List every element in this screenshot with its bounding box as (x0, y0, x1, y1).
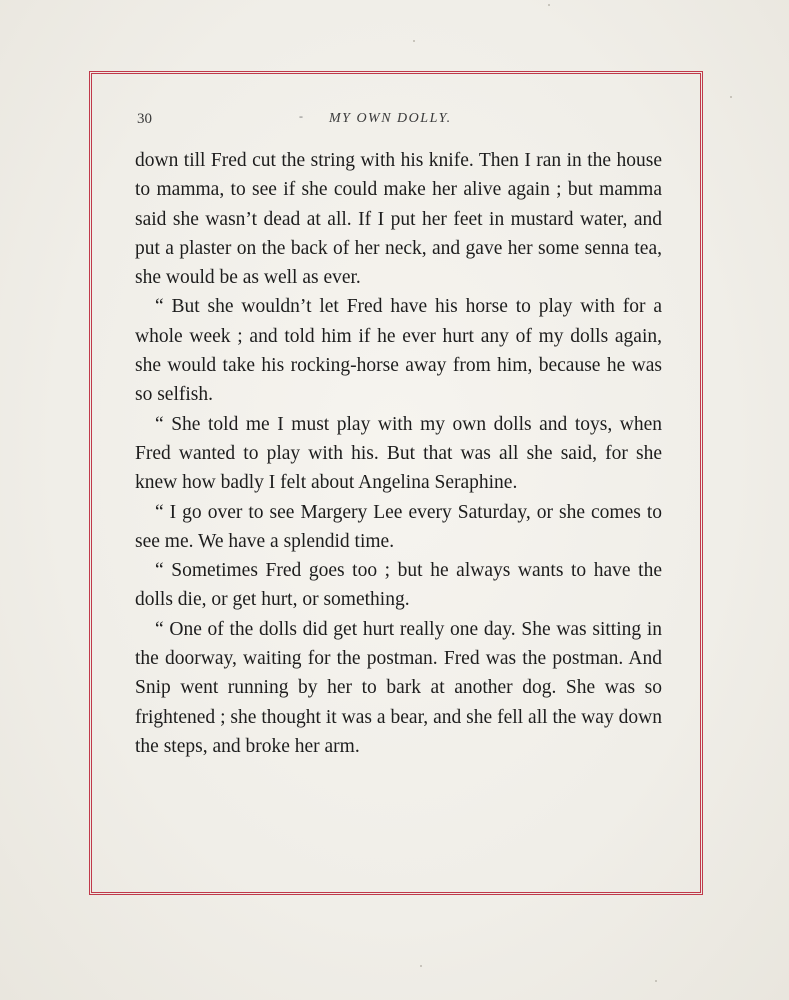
paper-speck (730, 96, 732, 98)
body-text (135, 146, 662, 761)
paragraph-1: down till Fred cut the string with his knife. Then I ran in the house to mamma, to see if she could make her alive again ; but mamma said she wasn’t dead at all. If I put her feet in mustard water, and put a plaster on the back of her neck, and gave her some senna tea, she would be as well as ever. (135, 150, 662, 289)
running-header (137, 111, 637, 131)
running-title: MY OWN DOLLY. (329, 111, 452, 126)
paper-speck (420, 965, 422, 967)
header-dash: - (299, 109, 303, 123)
paper-speck (413, 40, 415, 42)
page-number: 30 (137, 111, 152, 127)
paragraph-6: “ One of the dolls did get hurt really one day. She was sitting in the doorway, waiting for the postman. Fred was the postman. And Snip went running by her to bark at another dog. She was so frightened ; she thought it was a bear, and she fell all the way down the steps, and broke her arm. (135, 618, 662, 757)
paragraph-4: “ I go over to see Margery Lee every Saturday, or she comes to see me. We have a splendid time. (135, 501, 662, 552)
paper-speck (548, 4, 550, 6)
paper-speck (655, 980, 657, 982)
paragraph-3: “ She told me I must play with my own dolls and toys, when Fred wanted to play with his. But that was all she said, for she knew how badly I felt about Angelina Seraphine. (135, 413, 662, 494)
paragraph-2: “ But she wouldn’t let Fred have his horse to play with for a whole week ; and told him if he ever hurt any of my dolls again, she would take his rocking-horse away from him, because he was so selfish. (135, 296, 662, 406)
paragraph-5: “ Sometimes Fred goes too ; but he always wants to have the dolls die, or get hurt, or something. (135, 560, 662, 611)
